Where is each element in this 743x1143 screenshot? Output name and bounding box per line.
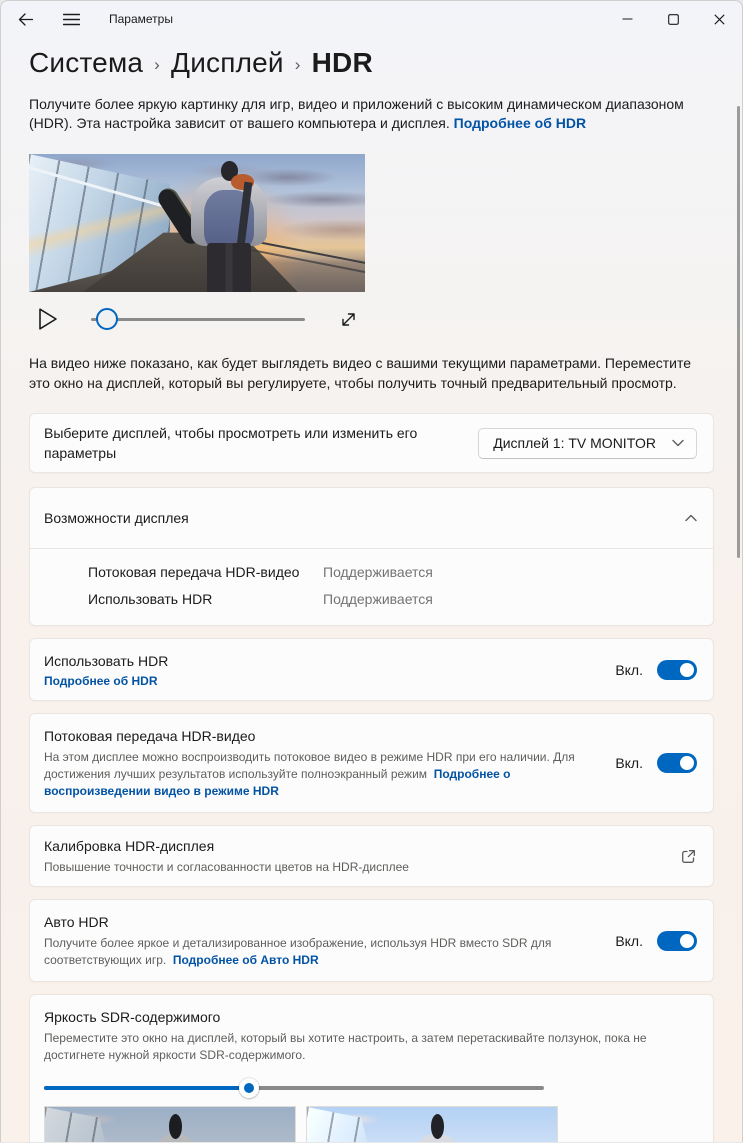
use-hdr-card	[29, 638, 714, 701]
fullscreen-button[interactable]	[331, 302, 365, 336]
capability-row	[88, 559, 697, 586]
sdr-preview-bright	[306, 1106, 558, 1142]
hdr-calibration-title: Калибровка HDR-дисплея	[44, 838, 215, 854]
sdr-brightness-card	[29, 994, 714, 1142]
sdr-preview-image	[45, 1107, 295, 1142]
back-icon	[18, 13, 33, 26]
capability-value: Поддерживается	[323, 591, 433, 607]
maximize-button[interactable]	[650, 1, 696, 37]
hdr-calibration-card[interactable]	[29, 825, 714, 887]
use-hdr-toggle[interactable]	[657, 660, 697, 680]
hdr-streaming-state-label: Вкл.	[615, 755, 643, 771]
display-select-value: Дисплей 1: TV MONITOR	[493, 434, 656, 451]
intro-paragraph	[29, 95, 711, 133]
display-select-card	[29, 413, 714, 473]
auto-hdr-state-label: Вкл.	[615, 932, 643, 949]
back-button[interactable]	[9, 5, 41, 33]
capabilities-header[interactable]	[30, 488, 713, 548]
capability-label: Использовать HDR	[88, 591, 213, 607]
video-seek-slider[interactable]	[91, 308, 305, 330]
capabilities-title: Возможности дисплея	[44, 510, 189, 526]
play-icon	[38, 307, 58, 331]
toggle-knob	[680, 756, 694, 770]
capability-row	[88, 586, 697, 613]
minimize-icon	[622, 18, 633, 20]
capabilities-card	[29, 487, 714, 626]
breadcrumb	[29, 47, 714, 79]
hdr-streaming-toggle[interactable]	[657, 753, 697, 773]
fullscreen-icon	[339, 310, 358, 329]
capability-label: Потоковая передача HDR-видео	[88, 564, 300, 580]
sdr-brightness-description: Переместите это окно на дисплей, который вы хотите настроить, а затем перетаскивайте ползунок, пока не достигнете нужной яркости SDR-содержимого.	[44, 1031, 647, 1062]
use-hdr-state-label: Вкл.	[615, 661, 643, 678]
sdr-preview-images	[44, 1106, 697, 1142]
seek-thumb[interactable]	[96, 308, 118, 330]
toggle-knob	[680, 663, 694, 677]
capability-value: Поддерживается	[323, 564, 433, 580]
minimize-button[interactable]	[604, 1, 650, 37]
hdr-streaming-learn-more-link[interactable]: Подробнее о воспроизведении видео в режиме HDR	[44, 767, 511, 798]
hdr-streaming-description: На этом дисплее можно воспроизводить потоковое видео в режиме HDR при его наличии. Для достижения лучших результатов используйте полноэкранный режим	[44, 750, 575, 781]
page-content	[1, 47, 742, 1142]
external-link-icon[interactable]	[680, 848, 697, 865]
sdr-brightness-slider[interactable]	[44, 1078, 544, 1098]
close-icon	[714, 14, 725, 25]
toggle-knob	[680, 934, 694, 948]
auto-hdr-title: Авто HDR	[44, 914, 109, 930]
video-person-silhouette	[184, 161, 275, 292]
chevron-up-icon[interactable]	[685, 514, 697, 522]
intro-text: Получите более яркую картинку для игр, видео и приложений с высоким динамическом диапазоном (HDR). Эта настройка зависит от вашего компьютера и дисплея.	[29, 96, 684, 131]
titlebar	[1, 1, 742, 37]
close-button[interactable]	[696, 1, 742, 37]
window-controls	[604, 1, 742, 37]
auto-hdr-card	[29, 899, 714, 982]
breadcrumb-separator: ›	[154, 54, 161, 74]
use-hdr-title: Использовать HDR	[44, 653, 169, 669]
auto-hdr-toggle[interactable]	[657, 931, 697, 951]
vertical-scrollbar[interactable]	[737, 106, 740, 558]
seek-track[interactable]	[91, 318, 305, 321]
auto-hdr-learn-more-link[interactable]: Подробнее об Авто HDR	[172, 953, 319, 967]
play-button[interactable]	[31, 302, 65, 336]
use-hdr-learn-more-link[interactable]: Подробнее об HDR	[44, 674, 158, 688]
preview-note: На видео ниже показано, как будет выглядеть видео с вашими текущими параметрами. Переместите это окно на дисплей, который вы регулируете, чтобы получить точный предварительный просмотр.	[29, 355, 692, 391]
sdr-preview-dim	[44, 1106, 296, 1142]
breadcrumb-separator: ›	[294, 54, 301, 74]
sdr-preview-image	[307, 1107, 557, 1142]
breadcrumb-system[interactable]: Система	[29, 47, 144, 78]
chevron-down-icon	[672, 439, 684, 447]
display-select-label: Выберите дисплей, чтобы просмотреть или изменить его параметры	[44, 425, 418, 461]
video-controls	[29, 297, 365, 341]
navigation-menu-button[interactable]	[55, 5, 87, 33]
hdr-streaming-card	[29, 713, 714, 813]
maximize-icon	[668, 14, 679, 25]
slider-fill	[44, 1086, 249, 1090]
auto-hdr-description: Получите более яркое и детализированное изображение, используя HDR вместо SDR для соответствующих игр.	[44, 936, 552, 967]
display-select-dropdown[interactable]	[478, 428, 697, 459]
app-title: Параметры	[109, 12, 173, 26]
breadcrumb-display[interactable]: Дисплей	[171, 47, 284, 78]
person-legs	[207, 243, 251, 292]
hdr-streaming-title: Потоковая передача HDR-видео	[44, 728, 256, 744]
sdr-brightness-title: Яркость SDR-содержимого	[44, 1009, 221, 1025]
learn-more-hdr-link[interactable]: Подробнее об HDR	[453, 115, 587, 131]
slider-thumb[interactable]	[239, 1078, 259, 1098]
hdr-calibration-description: Повышение точности и согласованности цветов на HDR-дисплее	[44, 860, 409, 874]
page-title: HDR	[311, 47, 373, 78]
capabilities-content	[30, 548, 713, 625]
hdr-preview-video[interactable]	[29, 154, 365, 292]
hamburger-icon	[63, 13, 80, 26]
